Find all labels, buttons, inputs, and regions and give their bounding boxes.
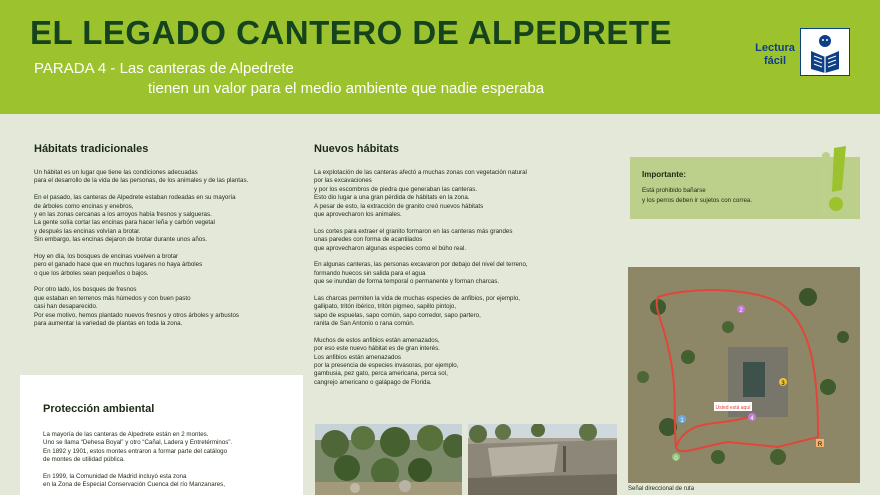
important-title: Importante: [642,170,686,179]
habitats_tradicionales-line: para el desarrollo de la vida de las personas, de los animales y de las plantas. [34,177,249,185]
proteccion-line: La mayoría de las canteras de Alpedrete están en 2 montes. [43,431,209,438]
nuevos_habitats-line: por la presencia de especies invasoras, por ejemplo, [314,361,459,369]
habitats_tradicionales-line: y después las encinas volvían a brotar. [34,227,141,235]
nuevos-habitats-heading: Nuevos hábitats [314,143,399,155]
habitats_tradicionales-line: que estaban en terrenos más húmedos y con buen pasto [34,294,191,302]
nuevos_habitats-line: Los cortes para extraer el granito formaron en las canteras más grandes [314,227,513,235]
map-marker-label: 3 [781,381,785,387]
habitats_tradicionales-line: o que los árboles sean pequeños o bajos. [34,269,149,277]
nuevos_habitats-line: que se inundan de forma temporal o permanente y forman charcas. [314,278,500,286]
nuevos_habitats-line: que aprovecharon los animales. [314,210,402,218]
habitats_tradicionales-line: En el pasado, las canteras de Alpedrete estaban rodeadas en su mayoría [34,194,236,202]
proteccion-ambiental-heading: Protección ambiental [43,403,155,415]
logo-line-2: fácil [763,55,786,67]
map-caption: Señal direccional de ruta [628,486,695,492]
nuevos_habitats-line [314,253,528,261]
nuevos_habitats-line: que aprovecharon algunas especies como el búho real. [314,244,467,252]
forest-photo [315,424,462,495]
nuevos_habitats-line: formando huecos sin salida para el agua [314,269,426,277]
important-line-2: y los perros deben ir sujetos con correa. [642,197,753,204]
proteccion-ambiental-box [20,375,303,495]
nuevos_habitats-line: ranita de San Antonio o rana común. [314,320,415,328]
quarry-photo [468,424,617,495]
habitats_tradicionales-line: Hoy en día, los bosques de encinas vuelven a brotar [34,252,179,260]
nuevos_habitats-line: En algunas canteras, las personas excavaron por debajo del nivel del terreno, [314,261,528,269]
nuevos_habitats-line: unas paredes con forma de acantilados [314,236,423,244]
map-marker-label: 0 [674,456,678,462]
habitats_tradicionales-line: y en las zonas cercanas a los arroyos había fresnos y salgueras. [34,210,212,218]
nuevos_habitats-line [314,286,528,294]
habitats_tradicionales-line: casi han desaparecido. [34,303,98,311]
you-are-here-label: Usted está aquí [715,405,751,411]
page-title: EL LEGADO CANTERO DE ALPEDRETE [30,14,673,51]
map-marker-label: 2 [739,308,743,314]
subtitle-line-2: tienen un valor para el medio ambiente que nadie esperaba [148,80,545,97]
habitats_tradicionales-line: pero el ganado hace que en muchos lugares no haya árboles [34,261,203,269]
route-map [628,267,860,483]
nuevos_habitats-line: sapo de espuelas, sapo común, sapo corredor, sapo partero, [314,311,481,319]
nuevos_habitats-line: La explotación de las canteras afectó a muchas zonas con vegetación natural [314,169,527,176]
nuevos_habitats-line [314,328,528,336]
nuevos_habitats-line: Los anfibios están amenazados [314,353,402,361]
proteccion-line: en la Zona de Especial Conservación Cuenca del río Manzanares, [43,481,225,489]
habitats_tradicionales-line: Por otro lado, los bosques de fresnos [34,286,137,294]
map-marker-label: R [817,442,823,448]
logo-line-1: Lectura [755,42,795,54]
exclamation-icon [812,144,860,224]
habitats_tradicionales-line [34,278,248,286]
habitats_tradicionales-line [34,245,248,253]
habitats-tradicionales-text [34,169,248,328]
nuevos_habitats-line [314,219,528,227]
nuevos_habitats-line: gallipato, tritón ibérico, tritón pigmeo, sapillo pintojo, [314,303,457,311]
subtitle-line-1: PARADA 4 - Las canteras de Alpedrete [34,60,294,77]
reader-icon [800,28,850,76]
habitats_tradicionales-line: Por ese motivo, hemos plantado nuevos fresnos y otros árboles y arbustos [34,311,239,319]
habitats_tradicionales-line: de árboles como encinas y enebros, [34,202,134,210]
nuevos_habitats-line: y por los escombros de piedra que generaban las canteras. [314,185,478,193]
habitats-tradicionales-heading: Hábitats tradicionales [34,143,149,155]
proteccion-line: En 1999, la Comunidad de Madrid incluyó esta zona [43,472,187,480]
nuevos_habitats-line: A pesar de esto, la extracción de granito creó nuevos hábitats [314,202,484,210]
habitats_tradicionales-line: La gente solía cortar las encinas para hacer leña y carbón vegetal [34,219,215,227]
nuevos_habitats-line: cangrejo americano o galápago de Florida. [314,378,432,386]
important-line-1: Está prohibido bañarse [642,187,706,194]
proteccion-line: En 1892 y 1901, estos montes entraron a formar parte del catálogo [43,447,228,455]
nuevos-habitats-text [314,169,528,387]
lectura-facil-label [752,42,798,68]
nuevos_habitats-line: Esto dio lugar a una gran pérdida de hábitats en la zona. [314,194,470,202]
header-banner [0,0,880,114]
proteccion-line: de montes de utilidad pública. [43,456,125,464]
nuevos_habitats-line: Muchos de estos anfibios están amenazados, [314,336,440,344]
proteccion-ambiental-text [43,431,232,490]
habitats_tradicionales-line: para aumentar la variedad de plantas en toda la zona. [34,320,183,328]
map-marker-label: 4 [750,416,754,422]
nuevos_habitats-line: Las charcas permiten la vida de muchas especies de anfibios, por ejemplo, [314,294,521,302]
habitats_tradicionales-line [34,186,248,194]
proteccion-line: Uno se llama “Dehesa Boyal” y otro “Cañal, Ladera y Entretérminos”. [43,439,233,447]
nuevos_habitats-line: por las excavaciones [314,177,372,185]
habitats_tradicionales-line: Sin embargo, las encinas dejaron de brotar durante unos años. [34,236,208,244]
lectura-facil-logo [752,28,850,76]
map-marker-label: 1 [680,418,684,424]
habitats_tradicionales-line: Un hábitat es un lugar que tiene las condiciones adecuadas [34,169,198,176]
nuevos_habitats-line: gambusia, pez gato, perca americana, perca sol, [314,370,448,378]
nuevos_habitats-line: por eso este nuevo hábitat es de gran interés. [314,345,440,353]
proteccion-line [43,465,232,473]
